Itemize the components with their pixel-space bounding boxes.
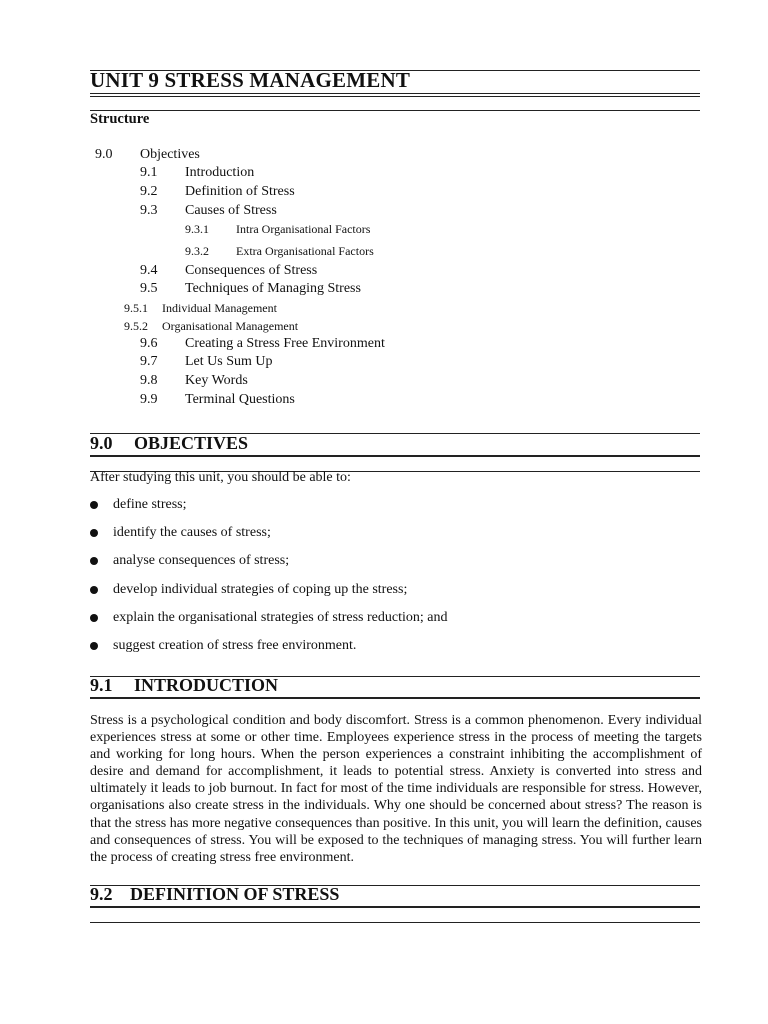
definition-under-rule: [90, 906, 700, 908]
structure-top-rule: [90, 110, 700, 111]
bullet-icon: [90, 642, 98, 650]
bullet-icon: [90, 614, 98, 622]
list-item-text: develop individual strategies of coping up the stress;: [113, 582, 408, 597]
introduction-heading: [90, 675, 278, 696]
toc-num: 9.5.1: [124, 301, 148, 315]
toc-num: 9.0: [95, 147, 113, 162]
objectives-under-rule: [90, 455, 700, 457]
list-item-text: analyse consequences of stress;: [113, 553, 290, 568]
toc-num: 9.6: [140, 336, 158, 351]
toc-item: [95, 147, 113, 163]
section-title: INTRODUCTION: [134, 675, 279, 695]
toc-num: 9.4: [140, 263, 158, 278]
toc-num: 9.5: [140, 281, 158, 296]
toc-item-title: Causes of Stress: [185, 203, 277, 218]
toc-item-title: Techniques of Managing Stress: [185, 281, 361, 296]
objectives-lead: After studying this unit, you should be able to:: [90, 470, 351, 485]
toc-num: 9.9: [140, 392, 158, 407]
toc-item-title: Definition of Stress: [185, 184, 295, 199]
toc-num: 9.7: [140, 354, 158, 369]
bullet-icon: [90, 529, 98, 537]
toc-item-title: Intra Organisational Factors: [236, 222, 371, 236]
list-item-text: identify the causes of stress;: [113, 525, 271, 540]
list-item-text: explain the organisational strategies of stress reduction; and: [113, 610, 448, 625]
toc-item-title: Creating a Stress Free Environment: [185, 336, 385, 351]
section-number: 9.0: [90, 433, 113, 453]
toc-item-title: Objectives: [140, 147, 200, 162]
section-title: DEFINITION OF STRESS: [130, 884, 340, 904]
toc-item-title: Extra Organisational Factors: [236, 244, 374, 258]
list-item-text: define stress;: [113, 497, 187, 512]
toc-item-title: Terminal Questions: [185, 392, 295, 407]
section-number: 9.1: [90, 675, 113, 695]
bullet-icon: [90, 501, 98, 509]
introduction-paragraph: Stress is a psychological condition and body discomfort. Stress is a common phenomenon. Every individual experiences stress at some or other time. Employees experience stress in the process of meeting the targets and working for long hours. When the person experiences a constraint inhibiting the accomplishment of desire and demand for accomplishment, it leads to potential stress. Anxiety is converted into stress and ultimately it leads to job burnout. In fact for most of the time individuals are responsible for stress. However, organisations also create stress in the individuals. Why one should be concerned about stress? The reason is that the stress has more negative consequences than positive. In this unit, you will learn the definition, causes and consequences of stress. You will be exposed to the techniques of managing stress. You will further learn the process of creating stress free environment.: [90, 713, 702, 865]
bullet-icon: [90, 586, 98, 594]
toc-num: 9.2: [140, 184, 158, 199]
toc-num: 9.5.2: [124, 319, 148, 333]
list-item-text: suggest creation of stress free environment.: [113, 638, 357, 653]
introduction-under-rule: [90, 697, 700, 699]
toc-num: 9.3.1: [185, 222, 209, 236]
definition-heading: [90, 884, 339, 905]
toc-num: 9.3: [140, 203, 158, 218]
toc-item-title: Introduction: [185, 165, 255, 180]
toc-num: 9.1: [140, 165, 158, 180]
section-number: 9.2: [90, 884, 113, 904]
unit-title: UNIT 9 STRESS MANAGEMENT: [90, 68, 411, 92]
section-title: OBJECTIVES: [134, 433, 249, 453]
toc-item-title: Let Us Sum Up: [185, 354, 273, 369]
toc-item-title: Individual Management: [162, 301, 277, 315]
toc-item-title: Consequences of Stress: [185, 263, 318, 278]
toc-num: 9.8: [140, 373, 158, 388]
toc-item-title: Key Words: [185, 373, 248, 388]
toc-num: 9.3.2: [185, 244, 209, 258]
title-bottom-rule-1: [90, 93, 700, 94]
objectives-heading: [90, 433, 248, 454]
bullet-icon: [90, 557, 98, 565]
structure-label: Structure: [90, 111, 150, 127]
title-bottom-rule-2: [90, 96, 700, 97]
definition-under-rule-2: [90, 922, 700, 923]
toc-item-title: Organisational Management: [162, 319, 299, 333]
